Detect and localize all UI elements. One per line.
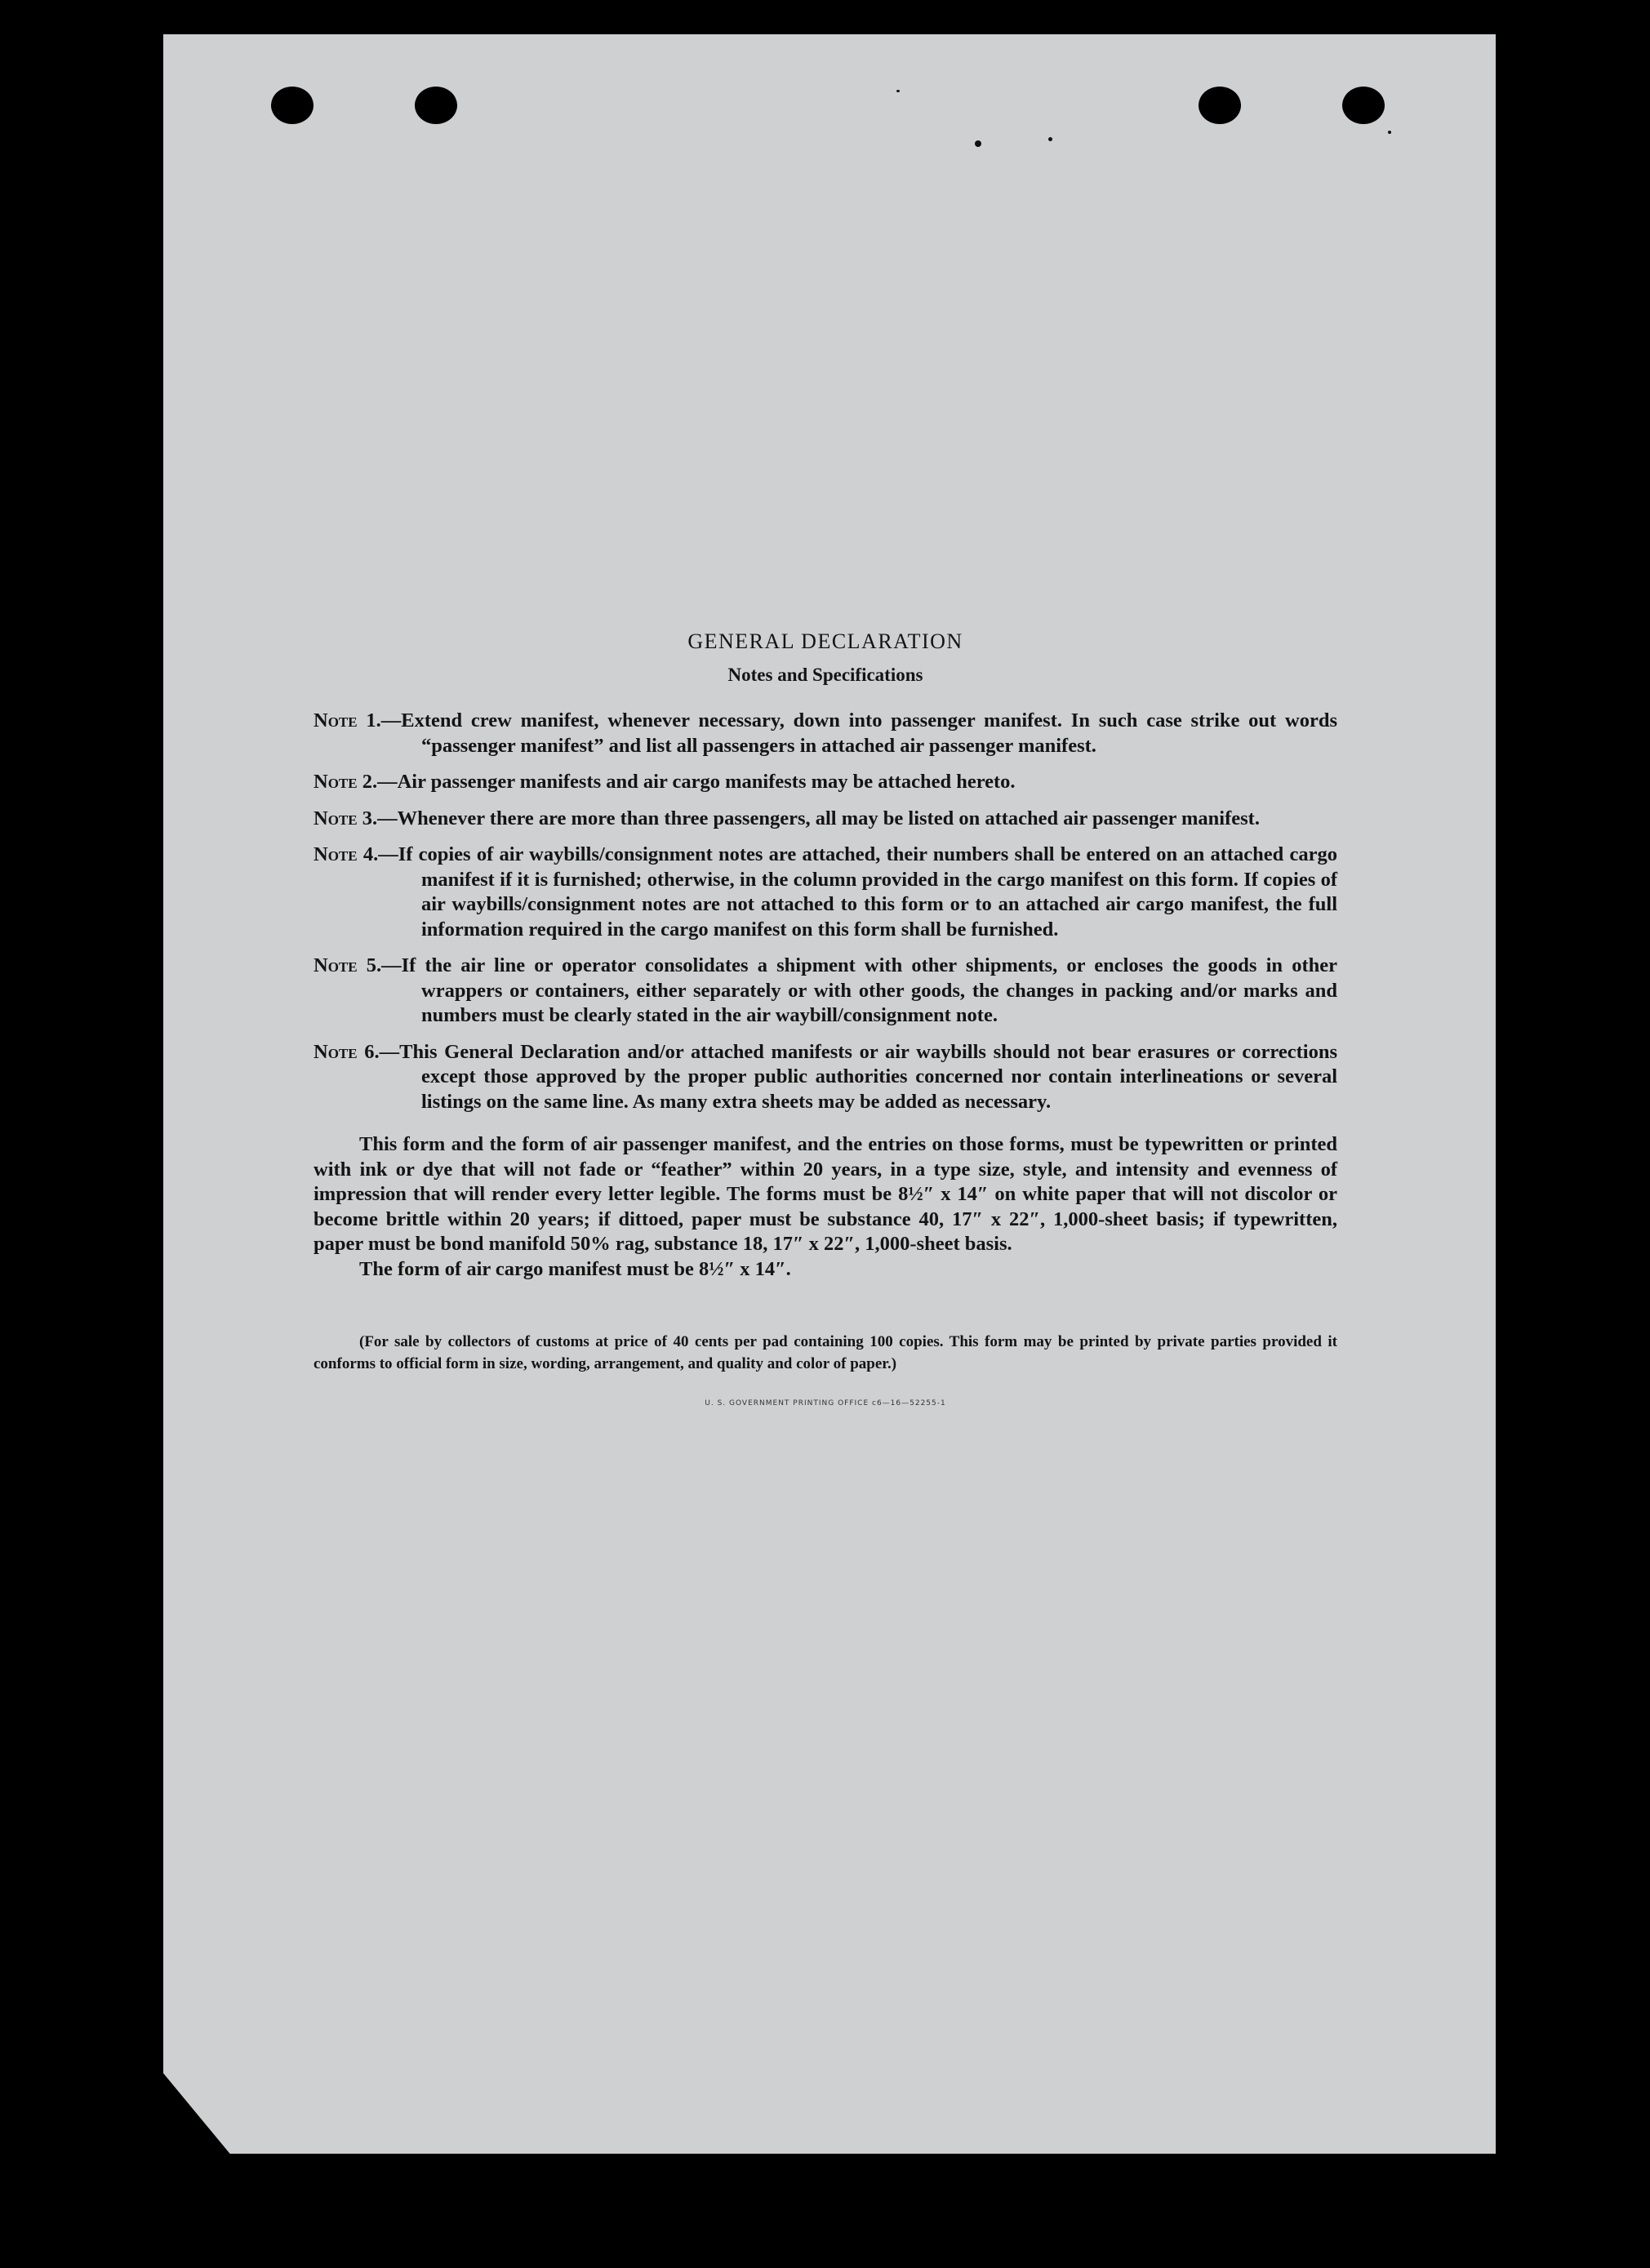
note-label: Note 1. <box>314 709 381 732</box>
printer-imprint: U. S. GOVERNMENT PRINTING OFFICE c6—16—52255-1 <box>705 1399 946 1407</box>
dust-speck <box>975 140 981 147</box>
note-text: —Whenever there are more than three passengers, all may be listed on attached air passenger manifest. <box>377 807 1260 829</box>
punch-hole-2 <box>415 87 457 124</box>
dust-speck <box>1388 131 1391 134</box>
punch-hole-1 <box>271 87 314 124</box>
note-text: —Air passenger manifests and air cargo manifests may be attached hereto. <box>377 771 1016 793</box>
cargo-manifest-size-paragraph: The form of air cargo manifest must be 8½″ x 14″. <box>359 1257 791 1280</box>
note-label: Note 3. <box>314 807 378 829</box>
note-label: Note 6. <box>314 1040 380 1063</box>
punch-hole-3 <box>1199 87 1241 124</box>
note-1 <box>314 709 1337 758</box>
paper-specification-paragraph: This form and the form of air passenger manifest, and the entries on those forms, must be typewritten or printed with ink or dye that will not fade or “feather” within 20 years, in a type size, style, and intensity and evenness of impression that will render every letter legible. The forms must be 8½″ x 14″ on white paper that will not discolor or become brittle within 20 years; if dittoed, paper must be substance 40, 17″ x 22″, 1,000-sheet basis; if typewritten, paper must be bond manifold 50% rag, substance 18, 17″ x 22″, 1,000-sheet basis. <box>314 1133 1337 1255</box>
sale-notice: (For sale by collectors of customs at price of 40 cents per pad containing 100 copies. This form may be printed by private parties provided it conforms to official form in size, wording, arrangement, and quality and color of paper.) <box>314 1333 1337 1372</box>
note-2 <box>314 770 1337 795</box>
note-text: —Extend crew manifest, whenever necessary, down into passenger manifest. In such case strike out words “passenger manifest” and list all passengers in attached air passenger manifest. <box>380 709 1337 757</box>
note-4 <box>314 843 1337 942</box>
document-subtitle: Notes and Specifications <box>727 665 923 685</box>
note-5 <box>314 954 1337 1029</box>
note-text: —If copies of air waybills/consignment notes are attached, their numbers shall be entered on an attached cargo manifest if it is furnished; otherwise, in the column provided in the cargo manifest on this form. If copies of air waybills/consignment notes are not attached to this form or to an attached air cargo manifest, the full information required in the cargo manifest on this form shall be furnished. <box>378 843 1337 941</box>
declaration-notes <box>314 629 1337 1416</box>
note-text: —This General Declaration and/or attached manifests or air waybills should not bear erasures or corrections except those approved by the proper public authorities concerned nor contain interlineations or several listings on the same line. As many extra sheets may be added as necessary. <box>379 1040 1337 1113</box>
note-6 <box>314 1040 1337 1115</box>
note-3 <box>314 807 1337 832</box>
note-text: —If the air line or operator consolidates a shipment with other shipments, or encloses the goods in other wrappers or containers, either separately or with other goods, the changes in packing and/or marks and numbers must be clearly stated in the air waybill/consignment note. <box>381 954 1337 1026</box>
note-label: Note 5. <box>314 954 382 976</box>
document-title: GENERAL DECLARATION <box>687 629 963 653</box>
note-label: Note 4. <box>314 843 379 865</box>
dust-speck <box>1048 137 1052 141</box>
punch-hole-4 <box>1342 87 1385 124</box>
note-label: Note 2. <box>314 771 378 793</box>
dust-speck <box>896 90 900 92</box>
